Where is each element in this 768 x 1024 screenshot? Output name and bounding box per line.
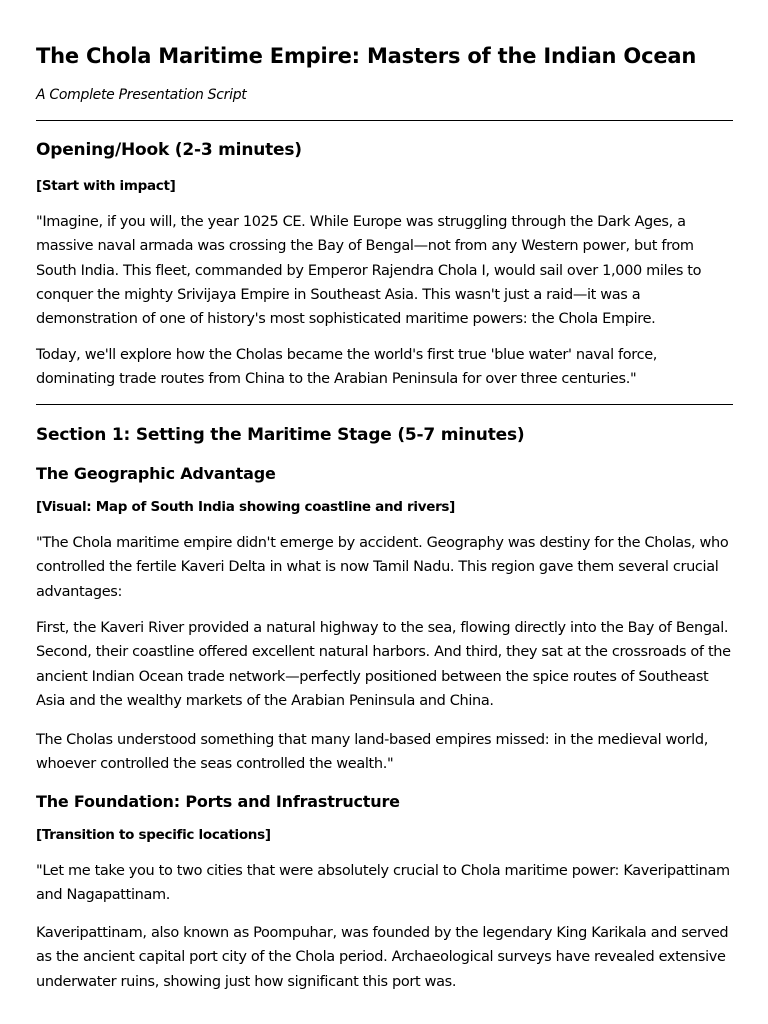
section1-heading: Section 1: Setting the Maritime Stage (5-7 minutes) [36,425,525,445]
foundation-paragraph-1: "Let me take you to two cities that were absolutely crucial to Chola maritime power: Kaveripattinam and Nagapattinam. [36,863,730,904]
geo-paragraph-3: The Cholas understood something that many land-based empires missed: in the medieval world, whoever controlled the seas controlled the wealth." [36,732,708,773]
geo-heading: The Geographic Advantage [36,464,276,483]
opening-paragraph-1: "Imagine, if you will, the year 1025 CE. While Europe was struggling through the Dark Ages, a massive naval armada was crossing the Bay of Bengal—not from any Western power, but from South India. This fleet, commanded by Emperor Rajendra Chola I, would sail over 1,000 miles to conquer the mighty Srivijaya Empire in Southeast Asia. This wasn't just a raid—it was a demonstration of one of history's most sophisticated maritime powers: the Chola Empire. [36,214,702,328]
document-subtitle: A Complete Presentation Script [36,87,247,103]
foundation-paragraph-2: Kaveripattinam, also known as Poompuhar, was founded by the legendary King Karikala and served as the ancient capital port city of the Chola period. Archaeological surveys have revealed extensive underwater ruins, showing just how significant this port was. [36,925,729,990]
geo-paragraph-2: First, the Kaveri River provided a natural highway to the sea, flowing directly into the Bay of Bengal. Second, their coastline offered excellent natural harbors. And third, they sat at the crossroads of the ancient Indian Ocean trade network—perfectly positioned between the spice routes of Southeast Asia and the wealthy markets of the Arabian Peninsula and China. [36,620,731,709]
geo-cue: [Visual: Map of South India showing coastline and rivers] [36,499,456,515]
opening-paragraph-2: Today, we'll explore how the Cholas became the world's first true 'blue water' naval force, dominating trade routes from China to the Arabian Peninsula for over three centuries." [36,347,658,388]
opening-heading: Opening/Hook (2-3 minutes) [36,140,302,160]
divider [36,404,733,405]
opening-cue: [Start with impact] [36,178,176,194]
foundation-cue: [Transition to specific locations] [36,827,271,843]
geo-paragraph-1: "The Chola maritime empire didn't emerge by accident. Geography was destiny for the Cholas, who controlled the fertile Kaveri Delta in what is now Tamil Nadu. This region gave them several crucial advantages: [36,535,729,600]
divider [36,120,733,121]
document-title: The Chola Maritime Empire: Masters of the Indian Ocean [36,44,697,68]
foundation-heading: The Foundation: Ports and Infrastructure [36,792,400,811]
